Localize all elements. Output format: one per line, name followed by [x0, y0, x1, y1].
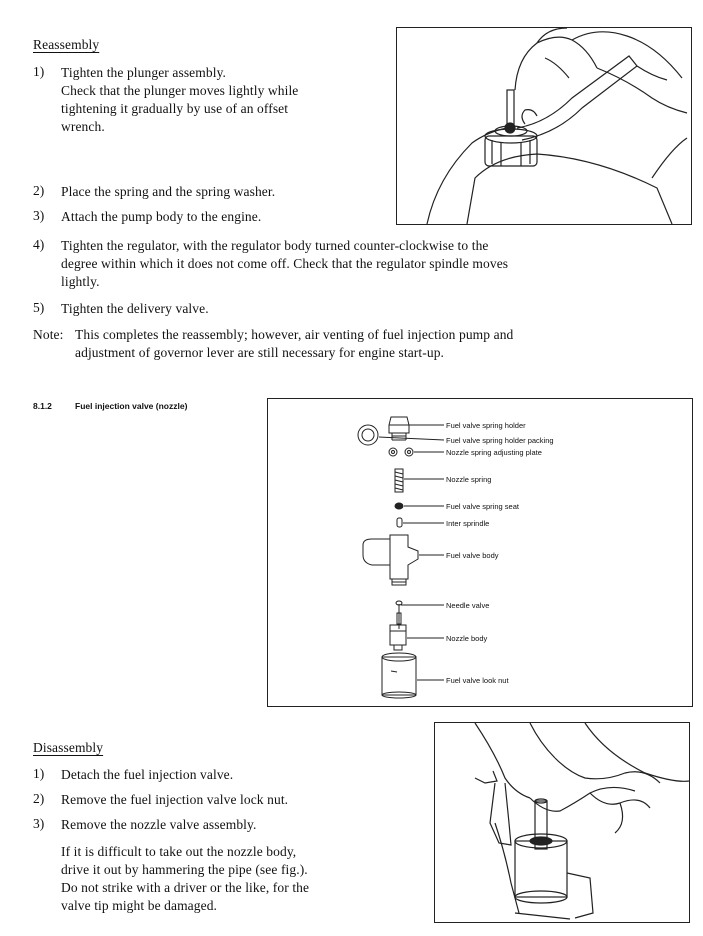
- diagram-label: Nozzle body: [446, 634, 488, 643]
- diagram-label: Fuel valve spring seat: [446, 502, 519, 511]
- section-title: Fuel injection valve (nozzle): [75, 401, 188, 411]
- step-text: Place the spring and the spring washer.: [61, 184, 276, 199]
- diagram-label: Nozzle spring adjusting plate: [446, 448, 542, 457]
- step-number: 2): [33, 791, 45, 806]
- step-text: Tighten the plunger assembly.: [61, 65, 227, 80]
- step-text: tightening it gradually by use of an offset: [61, 101, 289, 116]
- reassembly-heading: Reassembly: [33, 37, 100, 52]
- section-number: 8.1.2: [33, 401, 52, 411]
- step-text: Tighten the delivery valve.: [61, 301, 209, 316]
- diagram-label: Inter sprindle: [446, 519, 490, 528]
- diagram-label: Nozzle spring: [446, 475, 492, 484]
- step-text: degree within which it does not come off. Check that the regulator spindle moves: [61, 256, 509, 271]
- step-text: Detach the fuel injection valve.: [61, 767, 234, 782]
- step-number: 2): [33, 183, 45, 198]
- note-label: Note:: [33, 327, 64, 342]
- diagram-label: Fuel valve spring holder packing: [446, 436, 554, 445]
- step-text: Remove the nozzle valve assembly.: [61, 817, 257, 832]
- nozzle-exploded-diagram: [267, 398, 693, 707]
- step-text: wrench.: [61, 119, 105, 134]
- diagram-label: Fuel valve look nut: [446, 676, 509, 685]
- disassembly-note-text: drive it out by hammering the pipe (see fig.).: [61, 862, 308, 877]
- step-text: Attach the pump body to the engine.: [61, 209, 262, 224]
- diagram-label: Fuel valve body: [446, 551, 499, 560]
- step-number: 1): [33, 64, 45, 79]
- disassembly-note-text: Do not strike with a driver or the like, for the: [61, 880, 310, 895]
- step-text: lightly.: [61, 274, 100, 289]
- disassembly-note-text: valve tip might be damaged.: [61, 898, 218, 913]
- step-number: 4): [33, 237, 45, 252]
- step-number: 3): [33, 816, 45, 831]
- disassembly-heading: Disassembly: [33, 740, 104, 755]
- diagram-label: Fuel valve spring holder: [446, 421, 526, 430]
- step-text: Tighten the regulator, with the regulator body turned counter-clockwise to the: [61, 238, 489, 253]
- step-text: Remove the fuel injection valve lock nut.: [61, 792, 289, 807]
- note-text: This completes the reassembly; however, air venting of fuel injection pump and: [75, 327, 514, 342]
- disassembly-note-text: If it is difficult to take out the nozzle body,: [61, 844, 297, 859]
- nozzle-removal-illustration: [434, 722, 690, 923]
- step-number: 1): [33, 766, 45, 781]
- step-number: 3): [33, 208, 45, 223]
- note-text: adjustment of governor lever are still necessary for engine start-up.: [75, 345, 445, 360]
- step-number: 5): [33, 300, 45, 315]
- plunger-wrench-illustration: [396, 27, 692, 225]
- step-text: Check that the plunger moves lightly while: [61, 83, 299, 98]
- diagram-label: Needle valve: [446, 601, 490, 610]
